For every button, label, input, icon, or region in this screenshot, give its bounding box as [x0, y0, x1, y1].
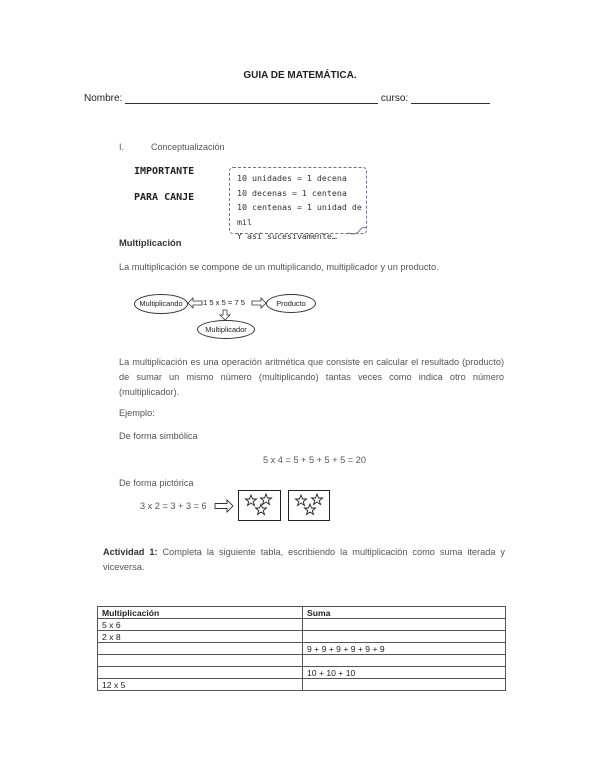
name-label: Nombre:: [84, 93, 123, 104]
star-group-box: [288, 490, 330, 521]
table-row: [98, 631, 506, 643]
table-header-row: [98, 607, 506, 619]
multiplication-cell[interactable]: [98, 655, 303, 667]
page-title: GUIA DE MATEMÁTICA.: [243, 70, 357, 81]
pictorial-equation: 3 x 2 = 3 + 3 = 6: [140, 501, 207, 511]
sum-cell[interactable]: [303, 679, 506, 691]
place-value-line: 10 decenas = 1 centena: [237, 187, 347, 198]
sum-cell[interactable]: 9 + 9 + 9 + 9 + 9 + 9: [303, 643, 506, 655]
sum-cell[interactable]: [303, 631, 506, 643]
place-value-line: 10 unidades = 1 decena: [237, 173, 347, 183]
box-curl-decoration: [346, 224, 368, 238]
activity-text: Completa la siguiente tabla, escribiendo la multiplicación como suma iterada y viceversa.: [103, 547, 506, 572]
section-numeral: I.: [119, 142, 125, 152]
activity-table: [97, 606, 506, 691]
sum-cell[interactable]: 10 + 10 + 10: [303, 667, 506, 679]
column-header: Multiplicación: [98, 607, 303, 619]
name-field[interactable]: [125, 94, 378, 104]
table-row: [98, 643, 506, 655]
activity-instructions: [103, 545, 505, 575]
multiplication-cell[interactable]: [98, 667, 303, 679]
symbolic-label: De forma simbólica: [119, 431, 198, 441]
product-ellipse: Producto: [266, 294, 316, 313]
name-row: [84, 93, 490, 104]
pictorial-label: De forma pictórica: [119, 478, 194, 488]
table-row: [98, 667, 506, 679]
multiplier-ellipse: Multiplicador: [197, 320, 255, 339]
star-group-box: [238, 490, 281, 521]
multiplication-cell[interactable]: 2 x 8: [98, 631, 303, 643]
example-label: Ejemplo:: [119, 408, 155, 418]
multiplication-cell[interactable]: [98, 643, 303, 655]
multiplicand-ellipse: Multiplicando: [134, 294, 188, 314]
multiplication-intro: La multiplicación se compone de un multiplicando, multiplicador y un producto.: [119, 262, 439, 272]
sum-cell[interactable]: [303, 619, 506, 631]
exchange-label: PARA CANJE: [134, 192, 195, 203]
place-value-line: Y así sucesivamente…: [237, 231, 337, 241]
activity-label: Actividad 1:: [103, 547, 158, 557]
sum-cell[interactable]: [303, 655, 506, 667]
stars-icon: [289, 491, 329, 520]
table-row: [98, 619, 506, 631]
arrow-right-icon: [214, 499, 234, 513]
section-title: Conceptualización: [151, 142, 225, 152]
important-label: IMPORTANTE: [134, 166, 195, 177]
multiplication-definition: La multiplicación es una operación aritmética que consiste en calcular el resultado (producto) de sumar un mismo número (multiplicando) tantas veces como indica otro número (multiplicador).: [119, 357, 504, 397]
table-row: [98, 679, 506, 691]
arrow-right-icon: [251, 297, 267, 309]
symbolic-equation: 5 x 4 = 5 + 5 + 5 + 5 = 20: [263, 455, 366, 465]
stars-icon: [239, 491, 280, 520]
place-value-line: 10 centenas = 1 unidad de mil: [237, 202, 362, 227]
course-field[interactable]: [411, 94, 490, 104]
column-header: Suma: [303, 607, 506, 619]
arrow-left-icon: [187, 297, 203, 309]
table-row: [98, 655, 506, 667]
multiplication-heading: Multiplicación: [119, 237, 182, 248]
course-label: curso:: [380, 93, 409, 104]
multiplication-cell[interactable]: 12 x 5: [98, 679, 303, 691]
diagram-equation: 1 5 x 5 = 7 5: [203, 298, 246, 307]
multiplication-cell[interactable]: 5 x 6: [98, 619, 303, 631]
